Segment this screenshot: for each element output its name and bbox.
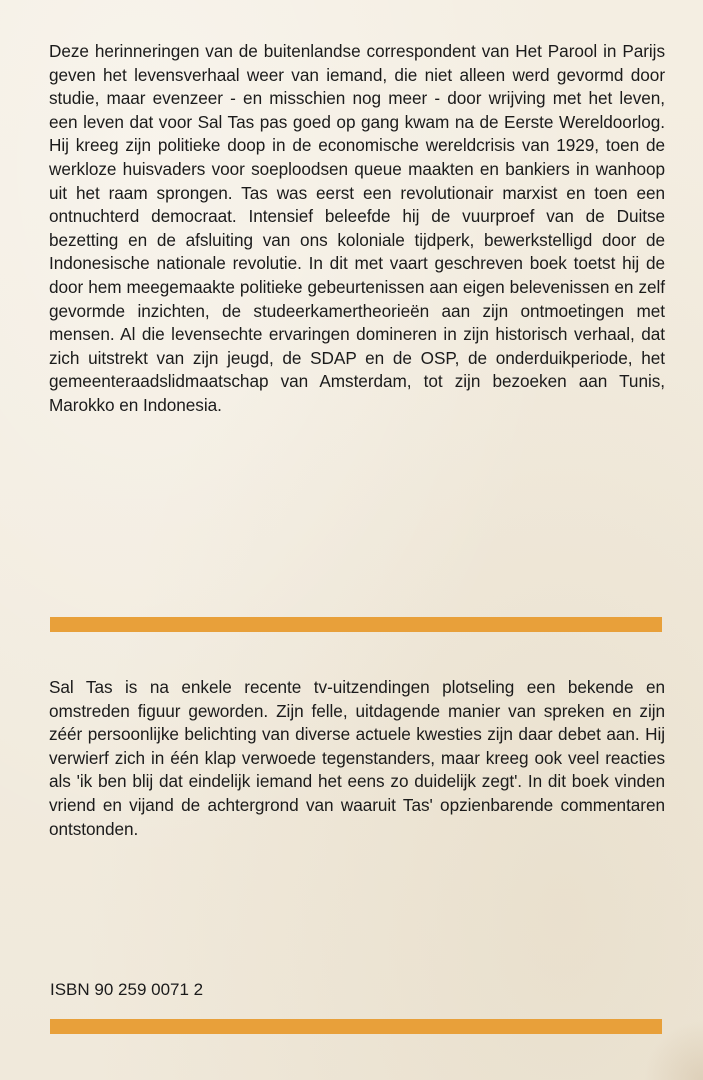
isbn-number: ISBN 90 259 0071 2 — [50, 980, 204, 999]
orange-divider-top — [50, 617, 662, 632]
paper-wear — [643, 1020, 703, 1080]
orange-divider-bottom — [50, 1019, 662, 1034]
description-paragraph: Deze herinneringen van de buitenlandse correspondent van Het Parool in Parijs geven het levensverhaal weer van iemand, die niet alleen werd gevormd door studie, maar evenzeer - en misschien nog meer - door wrijving met het leven, een leven dat voor Sal Tas pas goed op gang kwam na de Eerste Wereldoorlog. Hij kreeg zijn politieke doop in de economische wereldcrisis van 1929, toen de werkloze huisvaders voor soeploodsen queue maakten en bankiers in wanhoop uit het raam sprongen. Tas was eerst een revolutionair marxist en toen een ontnuchterd democraat. Intensief beleefde hij de vuurproef van de Duitse bezetting en de afsluiting van ons koloniale tijdperk, bewerkstelligd door de Indonesische nationale revolutie. In dit met vaart geschreven boek toetst hij de door hem meegemaakte politieke gebeurtenissen aan eigen belevenissen en zelf gevormde inzichten, de studeerkamertheorieën aan zijn ontmoetingen met mensen. Al die levensechte ervaringen domineren in zijn historisch verhaal, dat zich uitstrekt van zijn jeugd, de SDAP en de OSP, de onderduikperiode, het gemeenteraadslidmaatschap van Amsterdam, tot zijn bezoeken aan Tunis, Marokko en Indonesia. — [49, 41, 665, 415]
author-paragraph: Sal Tas is na enkele recente tv-uitzendingen plotseling een bekende en omstreden figuur geworden. Zijn felle, uitdagende manier van spreken en zijn zéér persoonlijke belichting van diverse actuele kwesties zijn daar debet aan. Hij verwierf zich in één klap verwoede tegenstanders, maar kreeg ook veel reacties als 'ik ben blij dat eindelijk iemand het eens zo duidelijk zegt'. In dit boek vinden vriend en vijand de achtergrond van waaruit Tas' opzienbarende commentaren ontstonden. — [49, 677, 665, 839]
